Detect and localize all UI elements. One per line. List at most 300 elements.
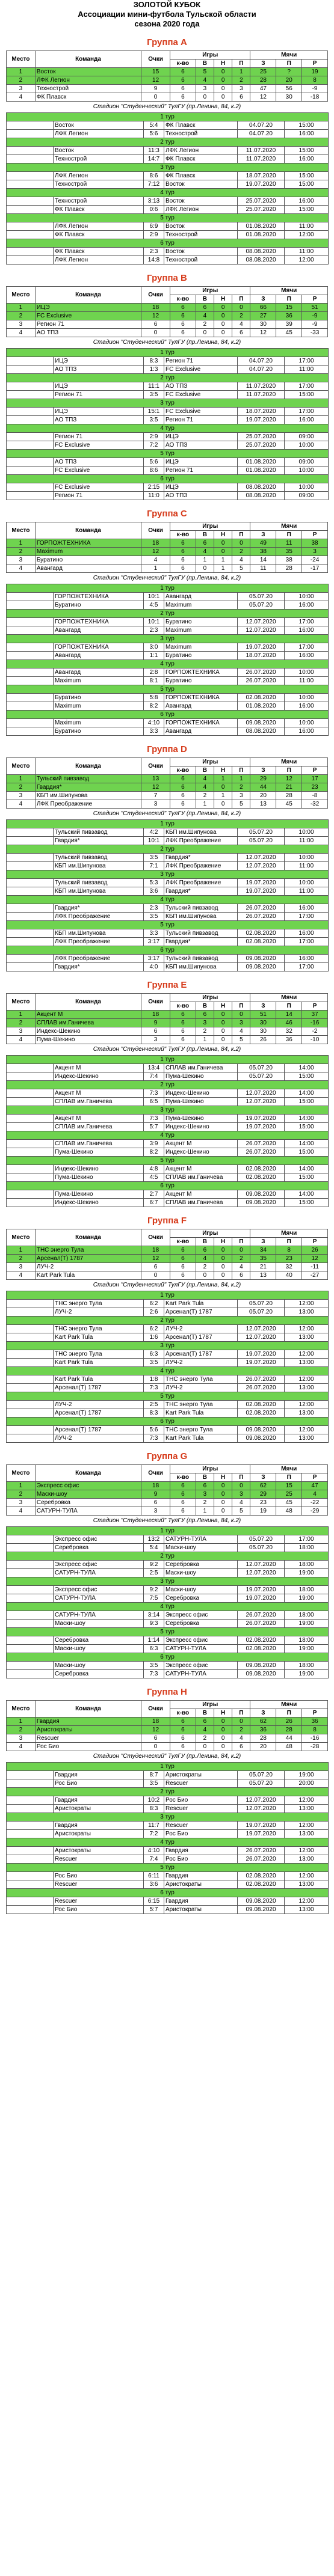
tour-label: 2 тур — [7, 1081, 329, 1089]
standings-cell-p: 4 — [232, 556, 250, 564]
match-time: 11:00 — [285, 366, 329, 374]
tour-label: 6 тур — [7, 711, 329, 719]
standings-cell-team: СПЛАВ им.Ганичева — [35, 1019, 141, 1027]
match-pad — [7, 1115, 54, 1123]
match-home: Индекс-Шекино — [54, 1072, 144, 1081]
standings-cell-place: 4 — [7, 800, 36, 809]
match-home: ФК Плавск — [54, 206, 144, 214]
standings-cell-v: 1 — [196, 556, 214, 564]
standings-cell-team: ТНС энерго Тула — [35, 1246, 141, 1255]
col-header-p: П — [232, 1238, 250, 1246]
standings-cell-r: 36 — [302, 1718, 328, 1726]
standings-cell-p: 4 — [232, 1734, 250, 1743]
standings-cell-kvo: 6 — [170, 76, 196, 85]
match-date: 25.07.2020 — [238, 433, 285, 441]
standings-cell-points: 6 — [141, 1027, 170, 1036]
standings-cell-kvo: 6 — [170, 304, 196, 312]
tour-label: 4 тур — [7, 1838, 329, 1847]
standings-cell-pr: 8 — [276, 1246, 302, 1255]
standings-cell-z: 14 — [250, 556, 276, 564]
standings-row — [7, 304, 328, 312]
match-pad — [7, 1897, 54, 1906]
col-header-points: Очки — [141, 1465, 170, 1482]
match-away: Kart Park Tula — [164, 1300, 238, 1308]
standings-cell-place: 2 — [7, 783, 36, 792]
match-date: 04.07.20 — [238, 357, 285, 366]
match-pad — [7, 1561, 54, 1569]
standings-cell-place: 1 — [7, 304, 36, 312]
match-away: Пума-Шекино — [164, 1098, 238, 1106]
match-away: Маски-шоу — [164, 1569, 238, 1577]
standings-cell-team: Индекс-Шекино — [35, 1027, 141, 1036]
match-score: 7:2 — [144, 1830, 164, 1838]
match-score: 5:6 — [144, 1426, 164, 1434]
col-header-z: З — [250, 1709, 276, 1718]
standings-cell-r: 37 — [302, 1011, 328, 1019]
match-score: 3:5 — [144, 1779, 164, 1788]
match-pad — [7, 1123, 54, 1131]
standings-cell-p: 0 — [232, 1246, 250, 1255]
tour-label: 4 тур — [7, 1367, 329, 1375]
standings-cell-n: 0 — [214, 312, 232, 320]
match-row — [7, 357, 329, 366]
standings-cell-place: 3 — [7, 792, 36, 800]
match-home: Регион 71 — [54, 433, 144, 441]
match-pad — [7, 668, 54, 677]
match-pad — [7, 727, 54, 736]
standings-cell-pr: 45 — [276, 800, 302, 809]
match-time: 17:00 — [285, 913, 329, 921]
standings-cell-n: 0 — [214, 800, 232, 809]
match-score: 8:1 — [144, 677, 164, 685]
group-section — [6, 744, 328, 971]
standings-cell-n: 0 — [214, 1255, 232, 1263]
match-time: 12:00 — [285, 256, 329, 265]
match-date: 05.07.20 — [238, 1308, 285, 1317]
match-score: 7:3 — [144, 1434, 164, 1443]
standings-cell-r: -27 — [302, 1271, 328, 1280]
standings-cell-p: 0 — [232, 1718, 250, 1726]
match-away: Восток — [164, 222, 238, 231]
tour-label: 3 тур — [7, 1577, 329, 1586]
match-home: FC Exclusive — [54, 467, 144, 475]
standings-cell-kvo: 6 — [170, 1743, 196, 1751]
tour-header-row — [7, 1418, 329, 1426]
col-header-n: Н — [214, 1473, 232, 1482]
col-header-games: Игры — [170, 51, 250, 60]
col-header-points: Очки — [141, 758, 170, 775]
match-home: ИЦЭ — [54, 382, 144, 391]
standings-cell-n: 0 — [214, 1011, 232, 1019]
match-pad — [7, 1771, 54, 1779]
standings-cell-v: 4 — [196, 76, 214, 85]
match-time: 12:00 — [285, 1872, 329, 1880]
col-header-team: Команда — [35, 1465, 141, 1482]
col-header-z: З — [250, 531, 276, 539]
match-away: АО ТПЗ — [164, 492, 238, 500]
match-home: ТНС энерго Тула — [54, 1325, 144, 1333]
match-time: 09:00 — [285, 458, 329, 467]
match-score: 4:5 — [144, 601, 164, 610]
match-date: 12.07.2020 — [238, 626, 285, 635]
match-date: 08.08.2020 — [238, 248, 285, 256]
match-time: 18:00 — [285, 1586, 329, 1594]
tour-label: 6 тур — [7, 475, 329, 483]
match-away: ЛФК Легион — [164, 206, 238, 214]
standings-cell-r: 8 — [302, 1726, 328, 1734]
match-home: ЛФК Легион — [54, 222, 144, 231]
standings-cell-z: 36 — [250, 1726, 276, 1734]
match-score: 11:1 — [144, 382, 164, 391]
match-score: 7:3 — [144, 1089, 164, 1098]
match-pad — [7, 1199, 54, 1207]
standings-cell-z: 13 — [250, 800, 276, 809]
tour-label: 5 тур — [7, 1392, 329, 1401]
match-date: 08.08.2020 — [238, 483, 285, 492]
standings-cell-place: 3 — [7, 320, 36, 329]
match-time: 15:00 — [285, 1199, 329, 1207]
match-date: 19.07.2020 — [238, 1115, 285, 1123]
standings-cell-v: 2 — [196, 1263, 214, 1271]
match-date: 09.08.2020 — [238, 1670, 285, 1678]
standings-cell-z: 23 — [250, 1499, 276, 1507]
match-home: Пума-Шекино — [54, 1190, 144, 1199]
tour-header-row — [7, 711, 329, 719]
match-date: 19.07.2020 — [238, 1594, 285, 1603]
match-row — [7, 1796, 329, 1805]
standings-cell-z: 44 — [250, 783, 276, 792]
match-home: Рос Био — [54, 1872, 144, 1880]
standings-cell-pr: 15 — [276, 304, 302, 312]
match-date: 12.07.2020 — [238, 862, 285, 870]
standings-cell-team: Аристократы — [35, 1726, 141, 1734]
match-score: 5:8 — [144, 694, 164, 702]
match-row — [7, 155, 329, 164]
match-time: 11:00 — [285, 222, 329, 231]
match-row — [7, 1165, 329, 1173]
match-row — [7, 618, 329, 626]
match-score: 9:2 — [144, 1561, 164, 1569]
standings-cell-pr: 28 — [276, 1726, 302, 1734]
standings-cell-v: 0 — [196, 329, 214, 337]
tour-header-row — [7, 1864, 329, 1872]
standings-cell-r: 19 — [302, 68, 328, 76]
match-away: Аристократы — [164, 1771, 238, 1779]
match-row — [7, 955, 329, 963]
match-pad — [7, 1670, 54, 1678]
standings-cell-pr: 14 — [276, 1011, 302, 1019]
col-header-v: В — [196, 531, 214, 539]
tour-label: 4 тур — [7, 896, 329, 904]
standings-cell-team: ЛУЧ-2 — [35, 1263, 141, 1271]
standings-cell-r: 51 — [302, 304, 328, 312]
match-time: 09:00 — [285, 492, 329, 500]
match-home: Арсенал(Т) 1787 — [54, 1409, 144, 1418]
standings-cell-r: -29 — [302, 1507, 328, 1516]
col-header-r: Р — [302, 1473, 328, 1482]
col-header-team: Команда — [35, 994, 141, 1011]
match-away: ГОРПОЖТЕХНИКА — [164, 719, 238, 727]
standings-cell-p: 3 — [232, 792, 250, 800]
match-row — [7, 1897, 329, 1906]
tour-header-row — [7, 1131, 329, 1140]
match-pad — [7, 441, 54, 450]
standings-cell-points: 9 — [141, 1019, 170, 1027]
standings-cell-z: 28 — [250, 1734, 276, 1743]
match-home: Тульский пивзавод — [54, 828, 144, 837]
standings-cell-n: 0 — [214, 1036, 232, 1044]
standings-cell-place: 3 — [7, 1027, 36, 1036]
tour-header-row — [7, 1081, 329, 1089]
match-pad — [7, 1805, 54, 1813]
match-away: ИЦЭ — [164, 483, 238, 492]
standings-table — [6, 993, 328, 1044]
standings-cell-n: 0 — [214, 1743, 232, 1751]
match-time: 14:00 — [285, 1140, 329, 1148]
match-home: Акцент М — [54, 1089, 144, 1098]
standings-cell-p: 6 — [232, 329, 250, 337]
match-date: 04.07.20 — [238, 121, 285, 130]
match-time: 17:00 — [285, 357, 329, 366]
match-away: КБП им.Шипунова — [164, 963, 238, 971]
match-time: 15:00 — [285, 1148, 329, 1157]
standings-cell-points: 7 — [141, 792, 170, 800]
match-time: 14:00 — [285, 1165, 329, 1173]
col-header-z: З — [250, 60, 276, 68]
standings-cell-kvo: 6 — [170, 1255, 196, 1263]
standings-cell-n: 0 — [214, 1718, 232, 1726]
match-score: 3:17 — [144, 955, 164, 963]
match-away: ЛУЧ-2 — [164, 1359, 238, 1367]
match-pad — [7, 702, 54, 711]
standings-cell-v: 4 — [196, 783, 214, 792]
match-score: 3:5 — [144, 913, 164, 921]
match-home: Буратино — [54, 727, 144, 736]
tour-label: 1 тур — [7, 820, 329, 828]
tour-label: 2 тур — [7, 1552, 329, 1561]
standings-cell-n: 1 — [214, 775, 232, 783]
standings-row — [7, 1734, 328, 1743]
tour-header-row — [7, 164, 329, 172]
match-away: Индекс-Шекино — [164, 1123, 238, 1131]
match-home: Maximum — [54, 719, 144, 727]
standings-cell-team: АО ТПЗ — [35, 329, 141, 337]
tour-header-row — [7, 1056, 329, 1064]
standings-cell-points: 12 — [141, 312, 170, 320]
standings-cell-z: 30 — [250, 1019, 276, 1027]
standings-cell-n: 0 — [214, 76, 232, 85]
match-home: Индекс-Шекино — [54, 1165, 144, 1173]
standings-cell-team: Гвардия — [35, 1718, 141, 1726]
match-row — [7, 248, 329, 256]
standings-cell-v: 0 — [196, 93, 214, 102]
standings-cell-kvo: 6 — [170, 1271, 196, 1280]
match-row — [7, 719, 329, 727]
match-time: 13:00 — [285, 1855, 329, 1864]
tour-header-row — [7, 1291, 329, 1300]
match-row — [7, 492, 329, 500]
match-pad — [7, 1359, 54, 1367]
match-time: 15:00 — [285, 206, 329, 214]
standings-cell-points: 18 — [141, 1246, 170, 1255]
col-header-r: Р — [302, 60, 328, 68]
standings-cell-z: 38 — [250, 548, 276, 556]
standings-row — [7, 1027, 328, 1036]
standings-cell-place: 4 — [7, 1036, 36, 1044]
match-pad — [7, 1535, 54, 1544]
standings-cell-p: 1 — [232, 68, 250, 76]
standings-cell-team: ФК Плавск — [35, 93, 141, 102]
standings-cell-v: 1 — [196, 1507, 214, 1516]
col-header-pr: П — [276, 766, 302, 775]
match-row — [7, 206, 329, 214]
match-pad — [7, 180, 54, 189]
tour-header-row — [7, 239, 329, 248]
tour-header-row — [7, 1182, 329, 1190]
standings-cell-place: 3 — [7, 556, 36, 564]
col-header-points: Очки — [141, 287, 170, 304]
match-score: 8:6 — [144, 467, 164, 475]
match-away: Индекс-Шекино — [164, 1089, 238, 1098]
standings-cell-z: 47 — [250, 85, 276, 93]
standings-cell-points: 3 — [141, 1036, 170, 1044]
standings-cell-p: 3 — [232, 85, 250, 93]
standings-cell-pr: 11 — [276, 539, 302, 548]
match-pad — [7, 1089, 54, 1098]
match-date: 12.07.2020 — [238, 1333, 285, 1342]
match-date: 19.07.2020 — [238, 1359, 285, 1367]
standings-cell-n: 1 — [214, 792, 232, 800]
standings-cell-place: 4 — [7, 1271, 36, 1280]
match-home: Maximum — [54, 677, 144, 685]
matches-table — [6, 348, 329, 500]
match-date: 26.07.2020 — [238, 1140, 285, 1148]
match-date: 25.07.2020 — [238, 206, 285, 214]
match-away: САТУРН-ТУЛА — [164, 1670, 238, 1678]
match-home: Авангард — [54, 668, 144, 677]
match-away: Маски-шоу — [164, 1586, 238, 1594]
match-date: 02.08.2020 — [238, 1872, 285, 1880]
match-pad — [7, 626, 54, 635]
standings-row — [7, 564, 328, 573]
match-score: 13:2 — [144, 1535, 164, 1544]
match-score: 8:3 — [144, 1409, 164, 1418]
match-pad — [7, 963, 54, 971]
standings-cell-team: ЛФК Преображение — [35, 800, 141, 809]
standings-cell-v: 1 — [196, 800, 214, 809]
match-time: 11:00 — [285, 862, 329, 870]
match-pad — [7, 1140, 54, 1148]
match-away: Буратино — [164, 677, 238, 685]
col-header-pr: П — [276, 1002, 302, 1011]
group-title: Группа E — [147, 980, 187, 990]
match-home: САТУРН-ТУЛА — [54, 1594, 144, 1603]
match-home: ГОРПОЖТЕХНИКА — [54, 593, 144, 601]
tour-label: 3 тур — [7, 870, 329, 879]
match-time: 16:00 — [285, 155, 329, 164]
match-date: 04.07.20 — [238, 130, 285, 138]
match-score: 6:11 — [144, 1872, 164, 1880]
standings-cell-pr: 23 — [276, 1255, 302, 1263]
standings-cell-n: 0 — [214, 1246, 232, 1255]
match-time: 12:00 — [285, 1897, 329, 1906]
tour-label: 3 тур — [7, 399, 329, 408]
match-score: 5:7 — [144, 1906, 164, 1914]
tour-header-row — [7, 1763, 329, 1771]
standings-cell-team: Экспресс офис — [35, 1482, 141, 1490]
tour-header-row — [7, 1788, 329, 1796]
standings-cell-place: 2 — [7, 1726, 36, 1734]
match-date: 09.08.2020 — [238, 1434, 285, 1443]
match-time: 12:00 — [285, 1375, 329, 1384]
match-row — [7, 1140, 329, 1148]
match-date: 09.08.2020 — [238, 1199, 285, 1207]
match-row — [7, 1434, 329, 1443]
match-time: 16:00 — [285, 955, 329, 963]
match-away: КБП им.Шипунова — [164, 828, 238, 837]
group-section — [6, 273, 328, 500]
standings-cell-p: 6 — [232, 1271, 250, 1280]
match-home: КБП им.Шипунова — [54, 887, 144, 896]
standings-row — [7, 1507, 328, 1516]
tour-label: 2 тур — [7, 1317, 329, 1325]
match-date: 09.08.2020 — [238, 955, 285, 963]
match-away: Maximum — [164, 601, 238, 610]
standings-cell-r: 12 — [302, 1255, 328, 1263]
match-pad — [7, 904, 54, 913]
standings-cell-kvo: 6 — [170, 329, 196, 337]
match-date: 05.07.20 — [238, 1072, 285, 1081]
standings-cell-p: 0 — [232, 539, 250, 548]
match-pad — [7, 913, 54, 921]
standings-row — [7, 1263, 328, 1271]
match-home: КБП им.Шипунова — [54, 929, 144, 938]
match-away: Maximum — [164, 626, 238, 635]
match-score: 5:4 — [144, 1544, 164, 1552]
match-away: ТНС энерго Тула — [164, 1375, 238, 1384]
match-away: Авангард — [164, 727, 238, 736]
standings-cell-p: 0 — [232, 304, 250, 312]
match-time: 12:00 — [285, 231, 329, 239]
match-score: 2:3 — [144, 904, 164, 913]
match-away: ИЦЭ — [164, 458, 238, 467]
standings-cell-points: 6 — [141, 1734, 170, 1743]
col-header-goals: Мячи — [250, 1701, 328, 1709]
standings-cell-team: Арсенал(Т) 1787 — [35, 1255, 141, 1263]
standings-row — [7, 792, 328, 800]
match-score: 7:12 — [144, 180, 164, 189]
match-away: КБП им.Шипунова — [164, 913, 238, 921]
match-row — [7, 197, 329, 206]
standings-cell-place: 2 — [7, 1255, 36, 1263]
match-home: Серебровка — [54, 1636, 144, 1645]
match-row — [7, 913, 329, 921]
match-score: 3:5 — [144, 854, 164, 862]
match-home: ГОРПОЖТЕХНИКА — [54, 643, 144, 652]
match-home: СПЛАВ им.Ганичева — [54, 1123, 144, 1131]
tour-label: 3 тур — [7, 1813, 329, 1822]
match-time: 19:00 — [285, 1645, 329, 1653]
standings-cell-kvo: 6 — [170, 783, 196, 792]
standings-cell-r: -9 — [302, 85, 328, 93]
col-header-kvo: к-во — [170, 1238, 196, 1246]
standings-cell-points: 3 — [141, 800, 170, 809]
col-header-team: Команда — [35, 51, 141, 68]
match-home: ФК Плавск — [54, 248, 144, 256]
match-date: 26.07.2020 — [238, 668, 285, 677]
match-time: 18:00 — [285, 1611, 329, 1620]
match-time: 15:00 — [285, 1072, 329, 1081]
